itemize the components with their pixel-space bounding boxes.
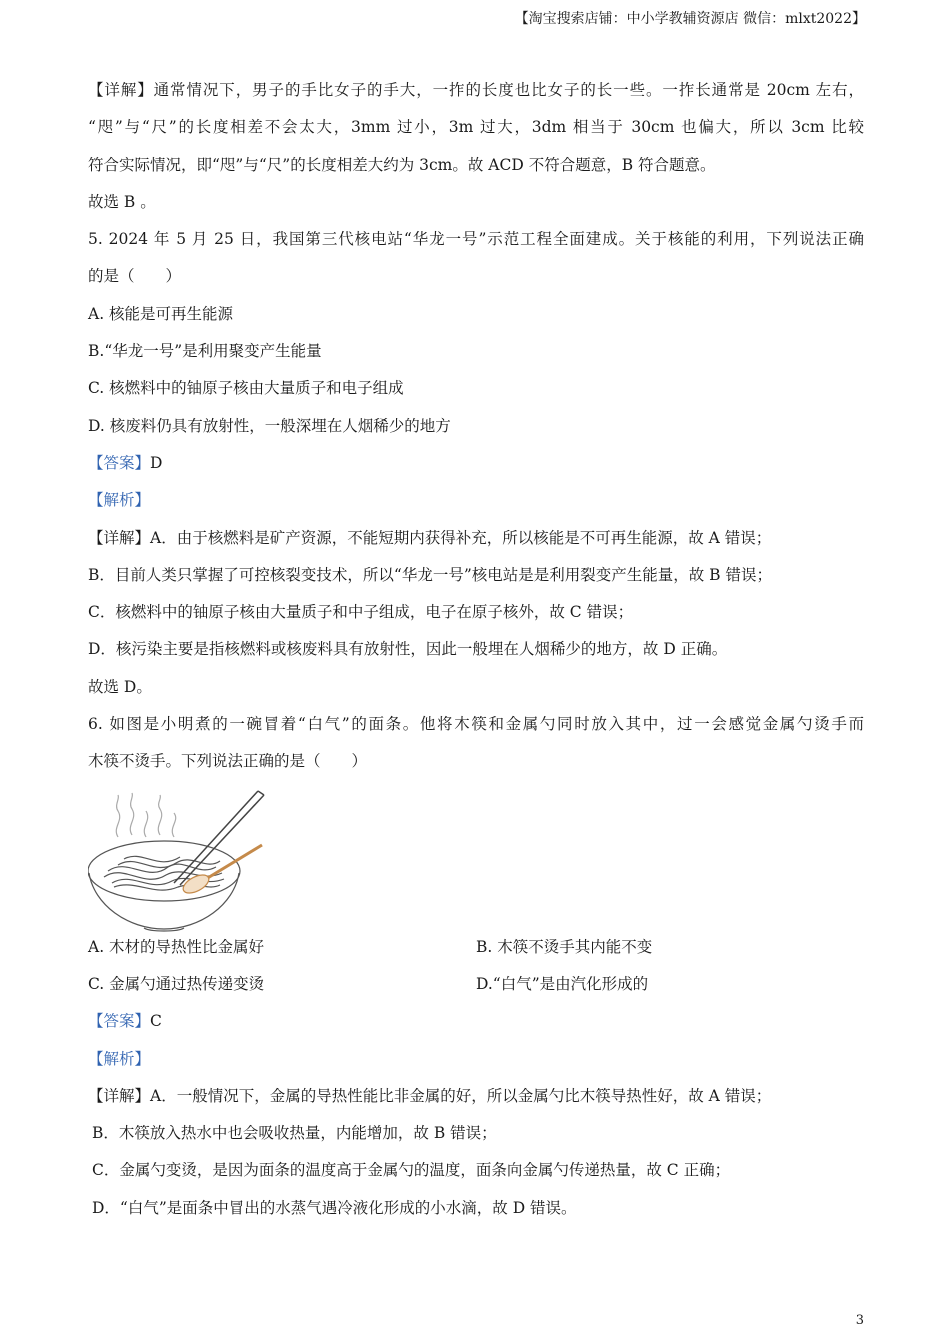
q6-stem-line-1: 6. 如图是小明煮的一碗冒着“白气”的面条。他将木筷和金属勺同时放入其中，过一会感觉金属勺烫手而: [88, 715, 864, 734]
q6-option-c: C. 金属勺通过热传递变烫: [88, 974, 265, 993]
q5-explain-line-3: C．核燃料中的铀原子核由大量质子和中子组成，电子在原子核外，故 C 错误；: [88, 603, 634, 622]
answer-tag: 【答案】: [88, 1012, 151, 1031]
q5-answer: [88, 451, 864, 488]
q4-explain-line-1: 【详解】通常情况下，男子的手比女子的手大，一拃的长度也比女子的长一些。一拃长通常是 20cm 左右，: [88, 81, 864, 99]
q4-explain-line-2: “咫”与“尺”的长度相差不会太大，3mm 过小，3m 过大，3dm 相当于 30cm 也偏大，所以 3cm 比较: [88, 118, 864, 137]
q5-option-a: A. 核能是可再生能源: [88, 304, 234, 323]
q5-option-c: C. 核燃料中的铀原子核由大量质子和电子组成: [88, 379, 404, 398]
q6-answer: [88, 1009, 864, 1046]
page-content: [88, 78, 864, 1233]
q5-explain-line-1: 【详解】A．由于核燃料是矿产资源，不能短期内获得补充，所以核能是不可再生能源，故 A 错误；: [88, 528, 772, 547]
q5-conclusion: 故选 D。: [88, 677, 152, 696]
q6-stem-line-2: 木筷不烫手。下列说法正确的是（ ）: [88, 752, 368, 771]
answer-tag: 【答案】: [88, 453, 151, 472]
q5-explain-line-2: B．目前人类只掌握了可控核裂变技术，所以“华龙一号”核电站是是利用裂变产生能量，故 B 错误；: [88, 565, 772, 584]
q5-stem-line-2: 的是（ ）: [88, 267, 182, 286]
q5-explain-line-4: D．核污染主要是指核燃料或核废料具有放射性，因此一般埋在人烟稀少的地方，故 D 正确。: [88, 640, 728, 659]
noodle-bowl-figure: [88, 787, 864, 935]
q4-conclusion: 故选 B 。: [88, 192, 156, 211]
q6-explain-line-3: C．金属勺变烫，是因为面条的温度高于金属勺的温度，面条向金属勺传递热量，故 C 正确；: [92, 1161, 731, 1180]
q5-analysis: [88, 488, 864, 525]
page-number: 3: [855, 1313, 864, 1328]
q6-options-row-2: [88, 972, 864, 1009]
noodle-bowl-illustration: [88, 787, 278, 935]
q6-option-d: D.“白气”是由汽化形成的: [476, 974, 649, 993]
analysis-tag: 【解析】: [88, 491, 151, 510]
q5-option-d: D. 核废料仍具有放射性，一般深埋在人烟稀少的地方: [88, 416, 451, 435]
q6-option-b: B. 木筷不烫手其内能不变: [476, 937, 653, 956]
q6-explain-line-4: D．“白气”是面条中冒出的水蒸气遇冷液化形成的小水滴，故 D 错误。: [92, 1198, 577, 1217]
q6-options-row-1: [88, 935, 864, 972]
answer-value: C: [150, 1012, 162, 1031]
q6-option-a: A. 木材的导热性比金属好: [88, 937, 265, 956]
q6-explain-line-2: B．木筷放入热水中也会吸收热量，内能增加，故 B 错误；: [92, 1124, 497, 1143]
q6-analysis: [88, 1047, 864, 1084]
header-note: 【淘宝搜索店铺：中小学教辅资源店 微信：mlxt2022】: [514, 11, 866, 27]
answer-value: D: [150, 453, 163, 472]
q5-option-b: B.“华龙一号”是利用聚变产生能量: [88, 342, 322, 361]
q5-stem-line-1: 5. 2024 年 5 月 25 日，我国第三代核电站“华龙一号”示范工程全面建成。关于核能的利用，下列说法正确: [88, 230, 864, 249]
analysis-tag: 【解析】: [88, 1049, 151, 1068]
q4-explain-line-3: 符合实际情况，即“咫”与“尺”的长度相差大约为 3cm。故 ACD 不符合题意，B 符合题意。: [88, 155, 716, 174]
q6-explain-line-1: 【详解】A．一般情况下，金属的导热性能比非金属的好，所以金属勺比木筷导热性好，故 A 错误；: [88, 1086, 772, 1105]
